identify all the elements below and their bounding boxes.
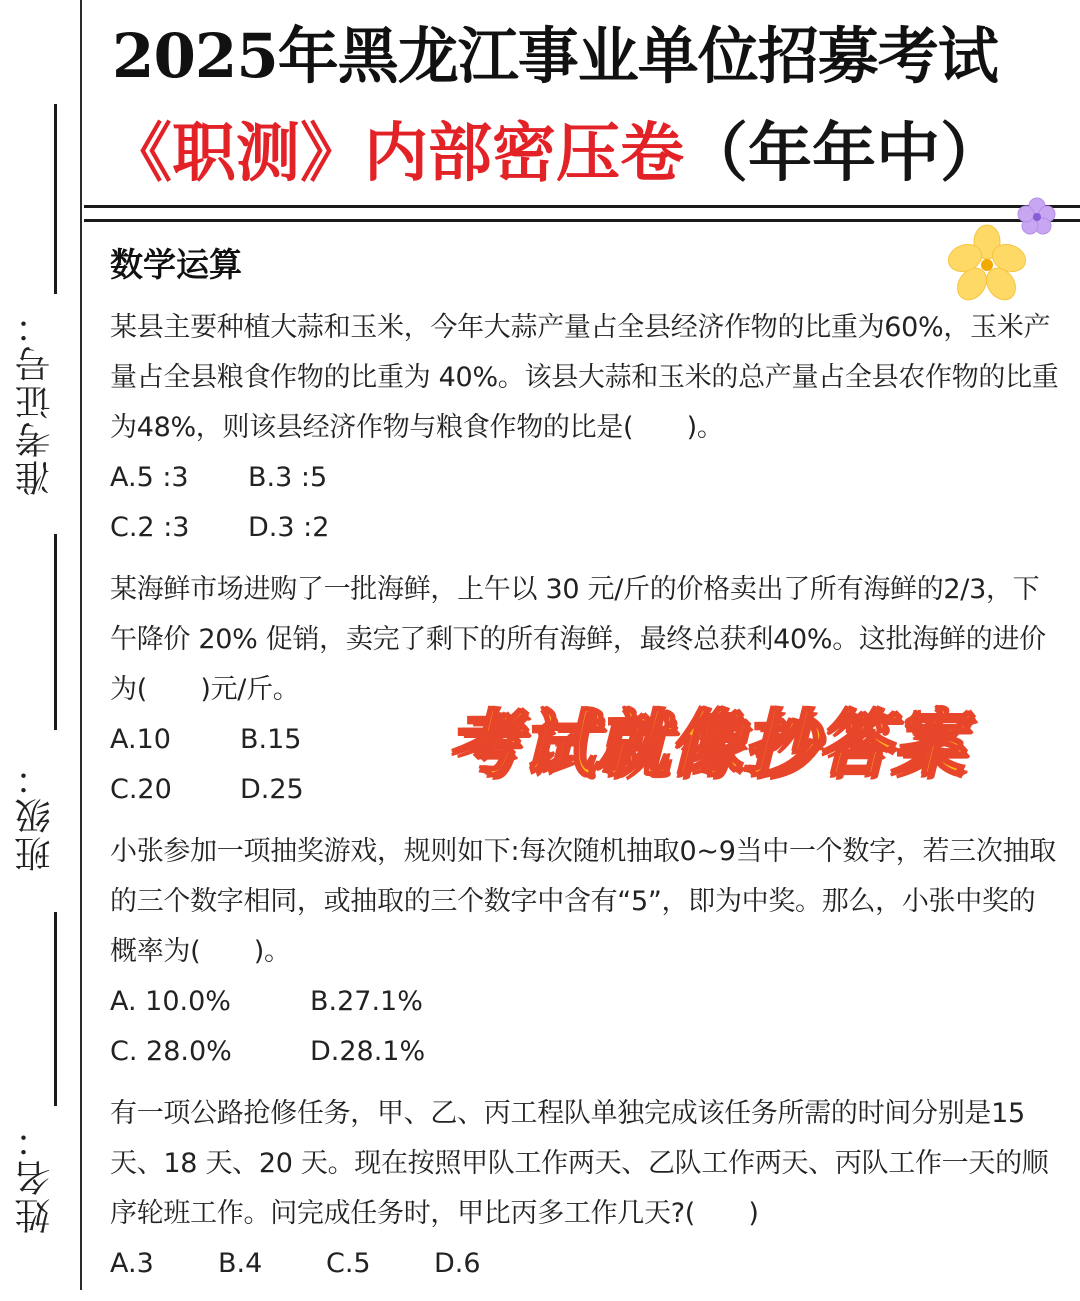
options-row [110, 503, 1060, 553]
option-a[interactable]: A.3 [110, 1248, 154, 1279]
exam-id-blank [54, 104, 57, 294]
question-4 [110, 1089, 1060, 1289]
name-label: 姓名： [15, 1120, 56, 1234]
option-b[interactable]: B.3 :5 [248, 462, 328, 493]
class-blank [54, 534, 57, 730]
subtitle-red-part: 《职测》内部密压卷 [108, 117, 684, 191]
page-subtitle [108, 112, 1058, 196]
question-1 [110, 303, 1060, 553]
options-row [110, 1239, 1060, 1289]
header-rule-top [84, 205, 1080, 208]
question-list [110, 303, 1060, 1301]
option-d[interactable]: D.3 :2 [248, 512, 330, 543]
class-label: 班级： [15, 758, 56, 872]
slogan-banner: 考试就像抄答案 [448, 702, 967, 786]
margin-divider [80, 0, 82, 1290]
option-b[interactable]: B.15 [240, 724, 302, 755]
question-stem: 小张参加一项抽奖游戏，规则如下:每次随机抽取0~9当中一个数字，若三次抽取的三个数字相同，或抽取的三个数字中含有“5”，即为中奖。那么，小张中奖的概率为( )。 [110, 836, 1056, 967]
exam-id-label: 准考证号： [15, 306, 56, 496]
options-row [110, 1027, 1060, 1077]
subtitle-black-part: （年年中） [684, 117, 1004, 191]
name-blank [54, 912, 57, 1106]
page-title: 2025年黑龙江事业单位招募考试 [112, 21, 998, 92]
option-d[interactable]: D.28.1% [310, 1036, 426, 1067]
options-row [110, 977, 1060, 1027]
option-a[interactable]: A.5 :3 [110, 462, 189, 493]
option-b[interactable]: B.27.1% [310, 986, 423, 1017]
question-stem: 某县主要种植大蒜和玉米，今年大蒜产量占全县经济作物的比重为60%，玉米产量占全县粮食作物的比重为 40%。该县大蒜和玉米的总产量占全县农作物的比重为48%，则该县经济作物与粮食作物的比是( )。 [110, 312, 1059, 443]
option-d[interactable]: D.6 [434, 1248, 481, 1279]
header-rule-bottom [84, 219, 1080, 222]
option-c[interactable]: C.2 :3 [110, 512, 190, 543]
option-c[interactable]: C.5 [326, 1248, 371, 1279]
yellow-flower-icon [946, 224, 1028, 306]
question-stem: 有一项公路抢修任务，甲、乙、丙工程队单独完成该任务所需的时间分别是15天、18 天、20 天。现在按照甲队工作两天、乙队工作两天、丙队工作一天的顺序轮班工作。问完成任务时，甲比丙多工作几天?( ) [110, 1098, 1049, 1229]
option-d[interactable]: D.25 [240, 774, 304, 805]
option-a[interactable]: A.10 [110, 724, 171, 755]
option-c[interactable]: C.20 [110, 774, 172, 805]
binding-margin [0, 0, 84, 1299]
option-c[interactable]: C. 28.0% [110, 1036, 232, 1067]
question-stem: 某海鲜市场进购了一批海鲜，上午以 30 元/斤的价格卖出了所有海鲜的2/3，下午降价 20% 促销，卖完了剩下的所有海鲜，最终总获利40%。这批海鲜的进价为( )元/斤。 [110, 574, 1046, 705]
option-a[interactable]: A. 10.0% [110, 986, 231, 1017]
question-3 [110, 827, 1060, 1077]
option-b[interactable]: B.4 [218, 1248, 263, 1279]
options-row [110, 453, 1060, 503]
section-title: 数学运算 [110, 245, 242, 284]
